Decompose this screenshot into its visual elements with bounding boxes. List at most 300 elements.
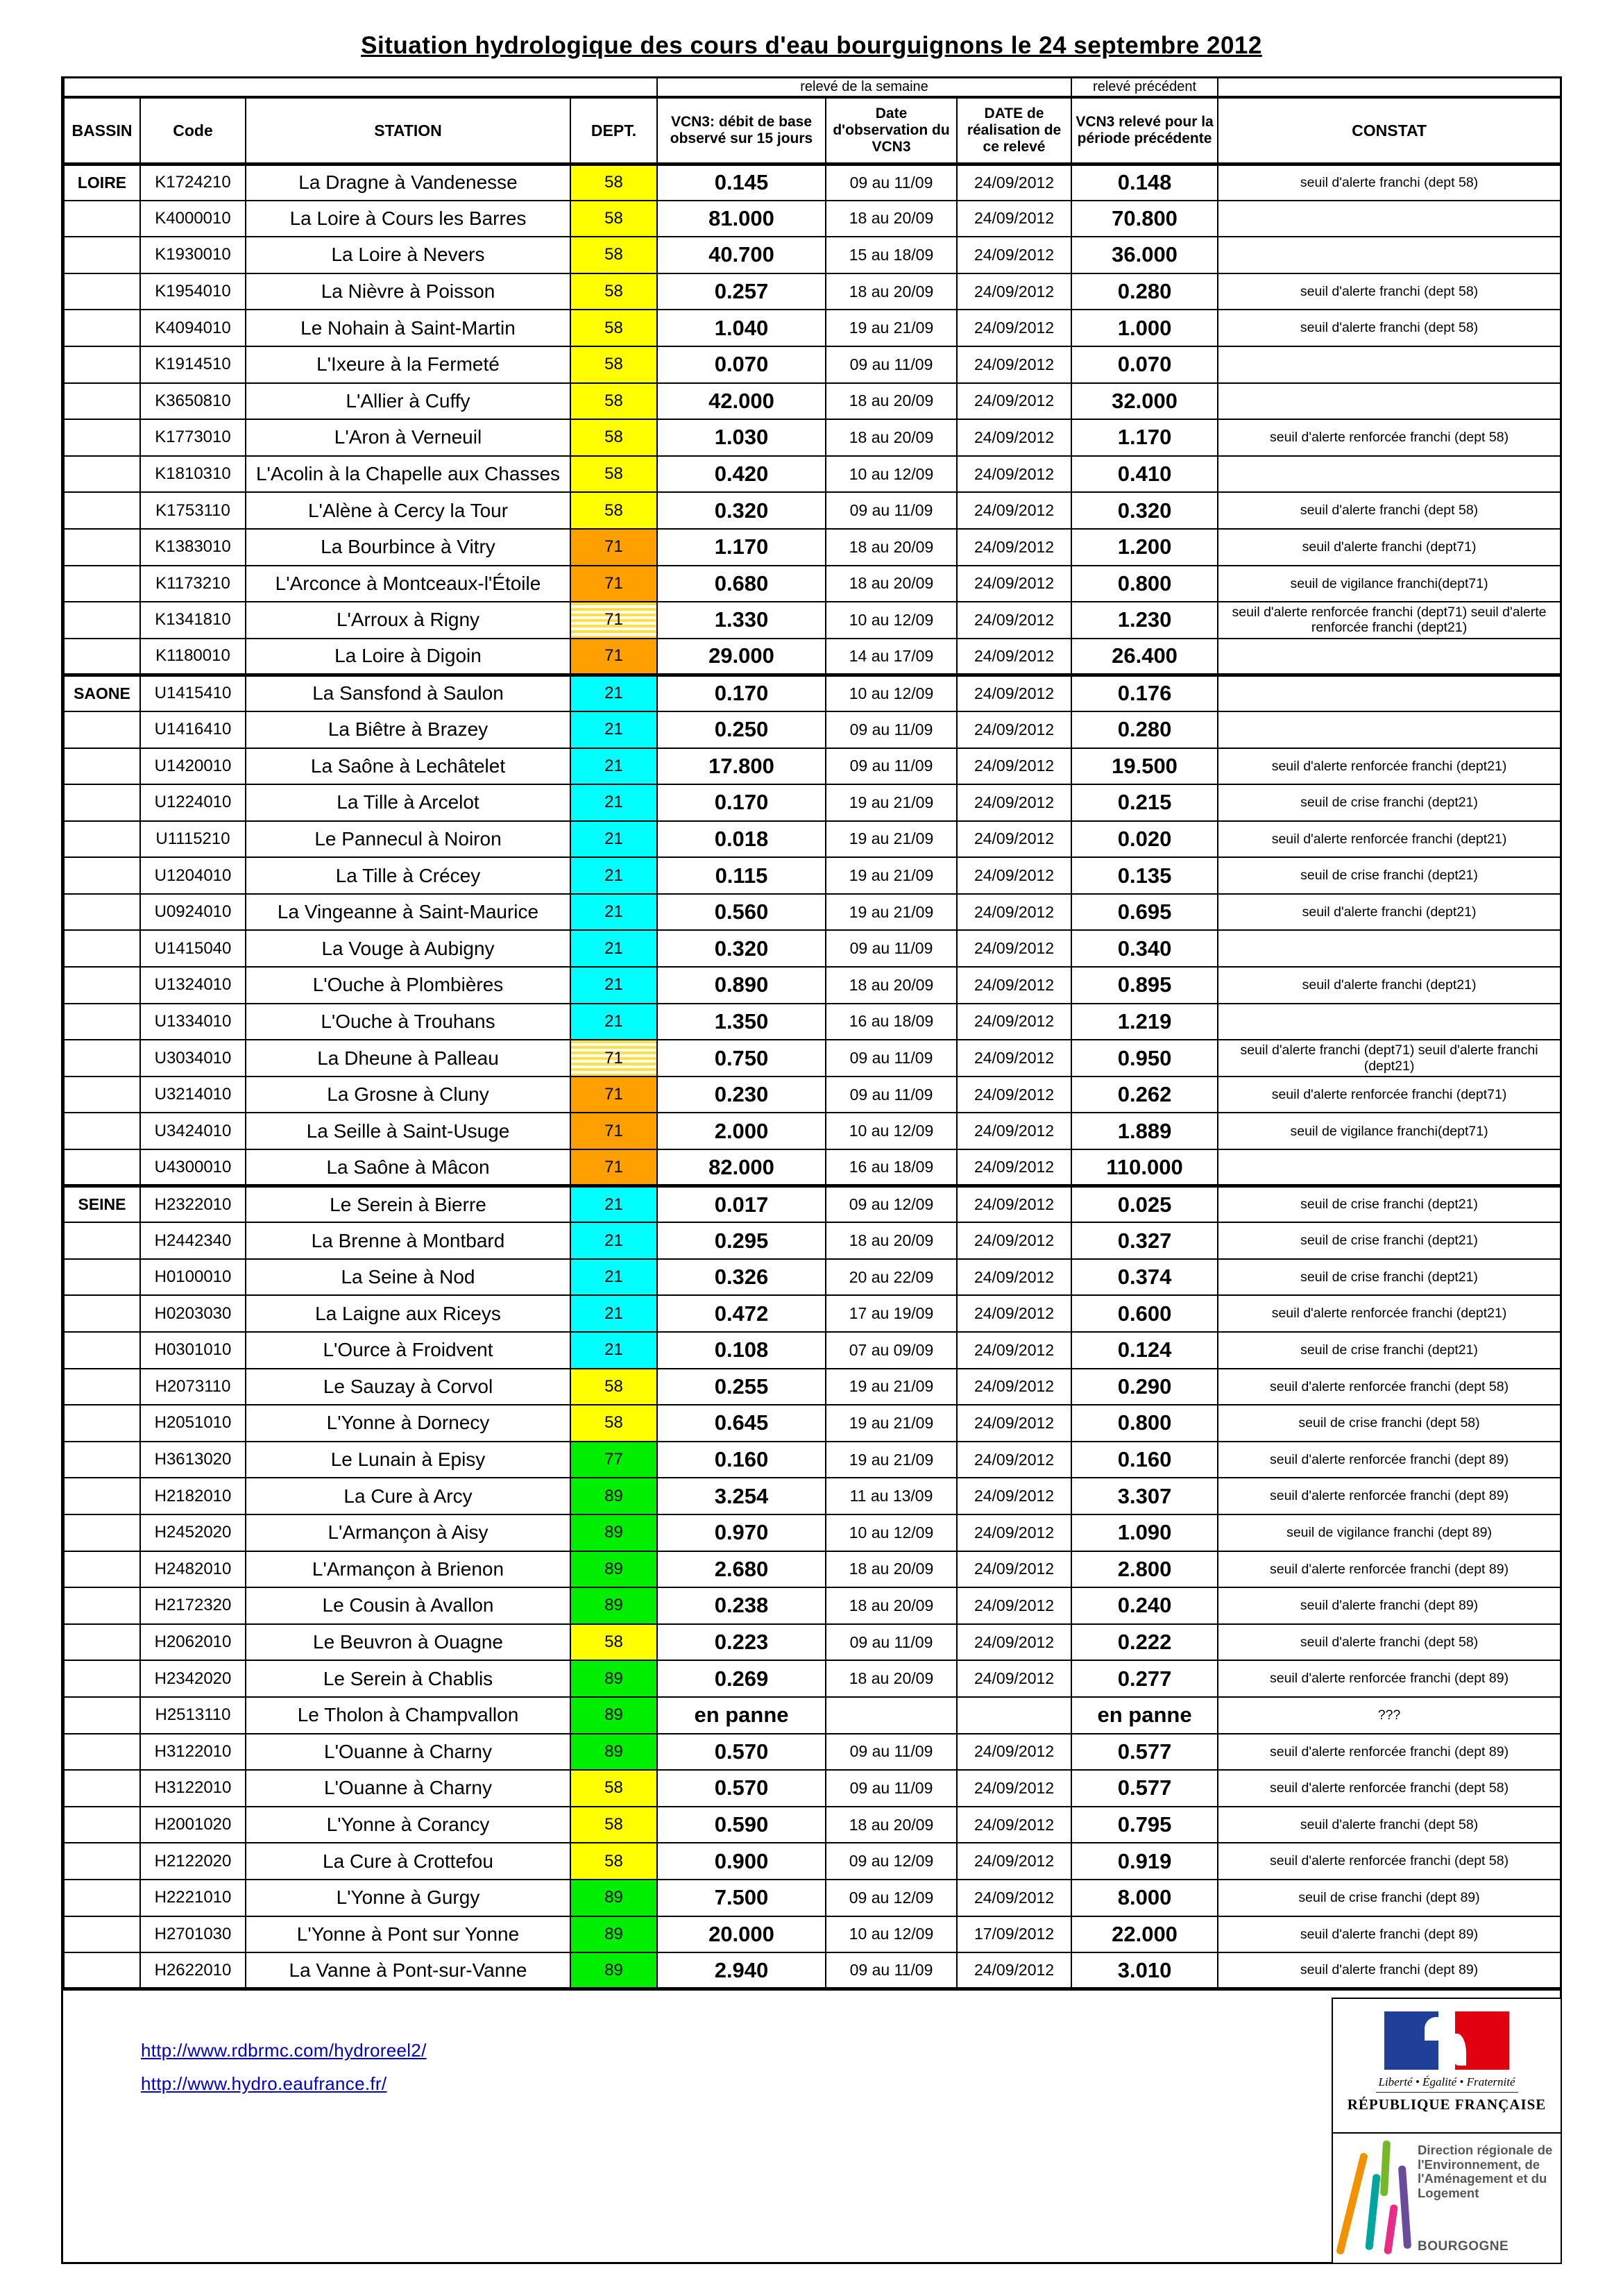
bassin-cell <box>64 1624 140 1661</box>
constat-cell: seuil d'alerte renforcée franchi (dept 89) <box>1218 1551 1561 1588</box>
code-cell: U1115210 <box>140 821 246 858</box>
vcn3-prev-cell: 0.327 <box>1071 1222 1218 1259</box>
eaufrance-link[interactable]: http://www.hydro.eaufrance.fr/ <box>141 2073 387 2094</box>
constat-cell <box>1218 383 1561 420</box>
bassin-cell <box>64 784 140 821</box>
code-cell: U1224010 <box>140 784 246 821</box>
dept-cell: 21 <box>570 1259 657 1296</box>
date-obs-cell: 19 au 21/09 <box>826 784 957 821</box>
dept-cell: 21 <box>570 1332 657 1369</box>
date-obs-cell: 16 au 18/09 <box>826 1149 957 1186</box>
dept-cell: 58 <box>570 419 657 456</box>
vcn3-cell: 0.320 <box>657 492 826 529</box>
date-obs-cell: 09 au 11/09 <box>826 164 957 201</box>
date-real-cell: 24/09/2012 <box>957 894 1071 931</box>
code-cell: U1204010 <box>140 857 246 894</box>
dreal-logo <box>1332 2134 1562 2264</box>
table-row <box>64 1697 1561 1734</box>
date-obs-cell: 18 au 20/09 <box>826 566 957 602</box>
station-cell: Le Serein à Chablis <box>246 1660 570 1697</box>
dreal-region-label: BOURGOGNE <box>1418 2239 1509 2254</box>
station-cell: L'Ouche à Plombières <box>246 967 570 1004</box>
date-real-cell: 24/09/2012 <box>957 273 1071 310</box>
date-real-cell: 24/09/2012 <box>957 492 1071 529</box>
vcn3-cell: 1.350 <box>657 1004 826 1040</box>
date-real-cell: 24/09/2012 <box>957 383 1071 420</box>
constat-cell: seuil d'alerte renforcée franchi (dept21) <box>1218 821 1561 858</box>
table-row <box>64 1770 1561 1807</box>
date-obs-cell: 09 au 11/09 <box>826 346 957 383</box>
date-obs-cell: 09 au 11/09 <box>826 711 957 748</box>
dept-cell: 58 <box>570 201 657 237</box>
constat-cell: seuil de crise franchi (dept21) <box>1218 1259 1561 1296</box>
vcn3-prev-cell: 0.124 <box>1071 1332 1218 1369</box>
vcn3-cell: 0.420 <box>657 456 826 493</box>
table-row <box>64 1551 1561 1588</box>
vcn3-prev-cell: 0.176 <box>1071 675 1218 711</box>
date-obs-cell: 18 au 20/09 <box>826 1807 957 1843</box>
dept-cell: 58 <box>570 310 657 346</box>
dept-cell: 21 <box>570 675 657 711</box>
table-row <box>64 1880 1561 1916</box>
code-cell: H2073110 <box>140 1369 246 1406</box>
bassin-cell <box>64 237 140 273</box>
vcn3-prev-cell: 0.262 <box>1071 1077 1218 1113</box>
constat-cell: seuil d'alerte franchi (dept21) <box>1218 894 1561 931</box>
code-cell: U1324010 <box>140 967 246 1004</box>
date-real-cell: 24/09/2012 <box>957 1405 1071 1442</box>
bassin-cell <box>64 1587 140 1624</box>
constat-cell: seuil de crise franchi (dept21) <box>1218 857 1561 894</box>
dept-cell: 58 <box>570 1807 657 1843</box>
date-real-cell: 24/09/2012 <box>957 1843 1071 1880</box>
code-cell: H2452020 <box>140 1514 246 1551</box>
date-real-cell: 24/09/2012 <box>957 602 1071 639</box>
station-cell: La Sansfond à Saulon <box>246 675 570 711</box>
date-real-cell: 24/09/2012 <box>957 1660 1071 1697</box>
table-row <box>64 894 1561 931</box>
vcn3-prev-cell: 26.400 <box>1071 639 1218 675</box>
dept-cell: 89 <box>570 1660 657 1697</box>
date-real-cell: 24/09/2012 <box>957 711 1071 748</box>
code-cell: K1724210 <box>140 164 246 201</box>
vcn3-prev-cell: 1.200 <box>1071 529 1218 566</box>
band-empty-right <box>1218 78 1561 97</box>
vcn3-cell: 0.160 <box>657 1442 826 1478</box>
date-obs-cell: 09 au 11/09 <box>826 1734 957 1771</box>
code-cell: H2001020 <box>140 1807 246 1843</box>
station-cell: L'Ixeure à la Fermeté <box>246 346 570 383</box>
code-cell: K1930010 <box>140 237 246 273</box>
dept-cell: 89 <box>570 1551 657 1588</box>
table-row <box>64 492 1561 529</box>
date-real-cell: 24/09/2012 <box>957 675 1071 711</box>
date-obs-cell: 19 au 21/09 <box>826 821 957 858</box>
vcn3-cell: 0.238 <box>657 1587 826 1624</box>
dept-cell: 71 <box>570 1040 657 1077</box>
col-header-date-obs: Date d'observation du VCN3 <box>826 97 957 164</box>
station-cell: L'Ouanne à Charny <box>246 1770 570 1807</box>
station-cell: L'Armançon à Aisy <box>246 1514 570 1551</box>
vcn3-prev-cell: 0.215 <box>1071 784 1218 821</box>
vcn3-prev-cell: 0.577 <box>1071 1734 1218 1771</box>
station-cell: L'Yonne à Pont sur Yonne <box>246 1916 570 1953</box>
dept-cell: 89 <box>570 1514 657 1551</box>
station-cell: La Seille à Saint-Usuge <box>246 1113 570 1149</box>
date-obs-cell: 09 au 11/09 <box>826 748 957 785</box>
code-cell: H2482010 <box>140 1551 246 1588</box>
date-real-cell: 24/09/2012 <box>957 1040 1071 1077</box>
bassin-cell <box>64 419 140 456</box>
table-row <box>64 1587 1561 1624</box>
station-cell: La Loire à Nevers <box>246 237 570 273</box>
constat-cell <box>1218 1004 1561 1040</box>
date-obs-cell: 09 au 11/09 <box>826 1040 957 1077</box>
vcn3-prev-cell: 0.070 <box>1071 346 1218 383</box>
vcn3-cell: 0.472 <box>657 1295 826 1332</box>
date-obs-cell: 18 au 20/09 <box>826 383 957 420</box>
vcn3-prev-cell: 0.895 <box>1071 967 1218 1004</box>
table-row <box>64 1149 1561 1186</box>
vcn3-cell: 0.590 <box>657 1807 826 1843</box>
date-obs-cell: 18 au 20/09 <box>826 529 957 566</box>
date-real-cell: 24/09/2012 <box>957 1113 1071 1149</box>
code-cell: H2513110 <box>140 1697 246 1734</box>
vcn3-prev-cell: 0.410 <box>1071 456 1218 493</box>
bassin-cell <box>64 273 140 310</box>
table-row <box>64 857 1561 894</box>
constat-cell: seuil d'alerte renforcée franchi (dept 58) <box>1218 1843 1561 1880</box>
hydroreel-link[interactable]: http://www.rdbrmc.com/hydroreel2/ <box>141 2040 427 2061</box>
date-obs-cell: 19 au 21/09 <box>826 894 957 931</box>
code-cell: U3214010 <box>140 1077 246 1113</box>
logos-panel <box>1332 1998 1562 2264</box>
vcn3-cell: 2.680 <box>657 1551 826 1588</box>
vcn3-cell: 0.645 <box>657 1405 826 1442</box>
station-cell: L'Aron à Verneuil <box>246 419 570 456</box>
code-cell: U1416410 <box>140 711 246 748</box>
code-cell: H2342020 <box>140 1660 246 1697</box>
table-row <box>64 784 1561 821</box>
code-cell: K4094010 <box>140 310 246 346</box>
date-obs-cell: 11 au 13/09 <box>826 1478 957 1514</box>
station-cell: L'Arconce à Montceaux-l'Étoile <box>246 566 570 602</box>
station-cell: Le Serein à Bierre <box>246 1186 570 1223</box>
vcn3-prev-cell: 1.219 <box>1071 1004 1218 1040</box>
constat-cell <box>1218 639 1561 675</box>
date-real-cell: 24/09/2012 <box>957 1186 1071 1223</box>
dept-cell: 21 <box>570 967 657 1004</box>
bassin-cell <box>64 711 140 748</box>
constat-cell <box>1218 675 1561 711</box>
vcn3-cell: 1.030 <box>657 419 826 456</box>
bassin-cell <box>64 1405 140 1442</box>
constat-cell: seuil d'alerte renforcée franchi (dept71) seuil d'alerte renforcée franchi (dept21) <box>1218 602 1561 639</box>
station-cell: Le Nohain à Saint-Martin <box>246 310 570 346</box>
date-real-cell: 24/09/2012 <box>957 1077 1071 1113</box>
date-real-cell: 24/09/2012 <box>957 1478 1071 1514</box>
date-real-cell: 24/09/2012 <box>957 821 1071 858</box>
bassin-cell <box>64 1369 140 1406</box>
dept-cell: 89 <box>570 1952 657 1989</box>
constat-cell: seuil d'alerte renforcée franchi (dept 89) <box>1218 1442 1561 1478</box>
table-row <box>64 1952 1561 1989</box>
date-real-cell: 24/09/2012 <box>957 1551 1071 1588</box>
bassin-cell <box>64 529 140 566</box>
col-header-code: Code <box>140 97 246 164</box>
vcn3-prev-cell: en panne <box>1071 1697 1218 1734</box>
dept-cell: 21 <box>570 930 657 967</box>
constat-cell: seuil d'alerte franchi (dept71) seuil d'alerte franchi (dept21) <box>1218 1040 1561 1077</box>
vcn3-cell: 1.040 <box>657 310 826 346</box>
dept-cell: 21 <box>570 857 657 894</box>
vcn3-prev-cell: 0.695 <box>1071 894 1218 931</box>
date-obs-cell: 09 au 12/09 <box>826 1880 957 1916</box>
vcn3-cell: 0.269 <box>657 1660 826 1697</box>
station-cell: L'Allier à Cuffy <box>246 383 570 420</box>
bassin-cell <box>64 930 140 967</box>
constat-cell: seuil d'alerte franchi (dept 58) <box>1218 310 1561 346</box>
station-cell: L'Arroux à Rigny <box>246 602 570 639</box>
date-real-cell: 24/09/2012 <box>957 1952 1071 1989</box>
code-cell: K1773010 <box>140 419 246 456</box>
constat-cell: seuil d'alerte renforcée franchi (dept 89) <box>1218 1660 1561 1697</box>
station-cell: La Brenne à Montbard <box>246 1222 570 1259</box>
bassin-cell <box>64 1442 140 1478</box>
station-cell: La Tille à Arcelot <box>246 784 570 821</box>
code-cell: K3650810 <box>140 383 246 420</box>
dept-cell: 71 <box>570 529 657 566</box>
bassin-cell <box>64 1295 140 1332</box>
code-cell: H2442340 <box>140 1222 246 1259</box>
station-cell: L'Yonne à Gurgy <box>246 1880 570 1916</box>
bassin-cell <box>64 1149 140 1186</box>
hydro-table <box>63 78 1561 1991</box>
date-real-cell: 24/09/2012 <box>957 237 1071 273</box>
date-obs-cell: 19 au 21/09 <box>826 1442 957 1478</box>
vcn3-cell: 82.000 <box>657 1149 826 1186</box>
constat-cell: seuil d'alerte franchi (dept 58) <box>1218 1624 1561 1661</box>
constat-cell <box>1218 456 1561 493</box>
bassin-cell <box>64 566 140 602</box>
vcn3-prev-cell: 70.800 <box>1071 201 1218 237</box>
bassin-cell <box>64 1514 140 1551</box>
station-cell: La Nièvre à Poisson <box>246 273 570 310</box>
marianne-flag-icon <box>1384 2011 1509 2070</box>
constat-cell <box>1218 201 1561 237</box>
date-obs-cell: 18 au 20/09 <box>826 273 957 310</box>
table-row <box>64 456 1561 493</box>
dreal-sticks-icon <box>1339 2139 1415 2257</box>
vcn3-prev-cell: 0.800 <box>1071 566 1218 602</box>
bassin-cell <box>64 821 140 858</box>
code-cell: H3613020 <box>140 1442 246 1478</box>
constat-cell: seuil d'alerte renforcée franchi (dept 89) <box>1218 1734 1561 1771</box>
table-row <box>64 1004 1561 1040</box>
dept-cell: 58 <box>570 273 657 310</box>
date-real-cell: 24/09/2012 <box>957 1369 1071 1406</box>
code-cell: K1383010 <box>140 529 246 566</box>
table-row <box>64 273 1561 310</box>
constat-cell: seuil d'alerte renforcée franchi (dept 89) <box>1218 1478 1561 1514</box>
vcn3-cell: 0.108 <box>657 1332 826 1369</box>
vcn3-prev-cell: 0.374 <box>1071 1259 1218 1296</box>
date-real-cell: 24/09/2012 <box>957 1807 1071 1843</box>
vcn3-cell: 0.255 <box>657 1369 826 1406</box>
date-real-cell: 24/09/2012 <box>957 1880 1071 1916</box>
constat-cell: seuil d'alerte renforcée franchi (dept 58) <box>1218 1369 1561 1406</box>
station-cell: La Dheune à Palleau <box>246 1040 570 1077</box>
vcn3-prev-cell: 2.800 <box>1071 1551 1218 1588</box>
date-obs-cell: 18 au 20/09 <box>826 1551 957 1588</box>
station-cell: Le Lunain à Episy <box>246 1442 570 1478</box>
constat-cell: seuil d'alerte franchi (dept 89) <box>1218 1952 1561 1989</box>
bassin-cell <box>64 310 140 346</box>
vcn3-prev-cell: 0.135 <box>1071 857 1218 894</box>
vcn3-cell: 0.145 <box>657 164 826 201</box>
constat-cell <box>1218 1149 1561 1186</box>
code-cell: U0924010 <box>140 894 246 931</box>
bassin-cell <box>64 1952 140 1989</box>
constat-cell: seuil de crise franchi (dept21) <box>1218 1332 1561 1369</box>
table-row <box>64 1916 1561 1953</box>
vcn3-cell: 0.970 <box>657 1514 826 1551</box>
dept-cell: 21 <box>570 1222 657 1259</box>
dept-cell: 71 <box>570 639 657 675</box>
table-row <box>64 1186 1561 1223</box>
code-cell: H2182010 <box>140 1478 246 1514</box>
bassin-cell <box>64 1697 140 1734</box>
code-cell: K1753110 <box>140 492 246 529</box>
band-header-row <box>64 78 1561 97</box>
vcn3-cell: 0.250 <box>657 711 826 748</box>
code-cell: U1420010 <box>140 748 246 785</box>
table-row <box>64 1734 1561 1771</box>
bassin-cell: LOIRE <box>64 164 140 201</box>
vcn3-cell: 1.170 <box>657 529 826 566</box>
table-row <box>64 346 1561 383</box>
table-row <box>64 967 1561 1004</box>
footer-links <box>141 2040 427 2107</box>
code-cell: H0203030 <box>140 1295 246 1332</box>
date-real-cell: 24/09/2012 <box>957 566 1071 602</box>
col-header-dept: DEPT. <box>570 97 657 164</box>
dept-cell: 71 <box>570 602 657 639</box>
station-cell: La Tille à Crécey <box>246 857 570 894</box>
vcn3-cell: 0.900 <box>657 1843 826 1880</box>
constat-cell <box>1218 346 1561 383</box>
liberte-egalite-fraternite-label: Liberté • Égalité • Fraternité <box>1376 2075 1518 2093</box>
date-obs-cell: 10 au 12/09 <box>826 1916 957 1953</box>
station-cell: L'Ouanne à Charny <box>246 1734 570 1771</box>
code-cell: U3034010 <box>140 1040 246 1077</box>
band-empty-left <box>64 78 657 97</box>
bassin-cell <box>64 894 140 931</box>
station-cell: Le Tholon à Champvallon <box>246 1697 570 1734</box>
page-title: Situation hydrologique des cours d'eau bourguignons le 24 septembre 2012 <box>361 32 1262 59</box>
vcn3-cell: 0.115 <box>657 857 826 894</box>
station-cell: La Cure à Arcy <box>246 1478 570 1514</box>
dept-cell: 58 <box>570 492 657 529</box>
date-real-cell: 24/09/2012 <box>957 967 1071 1004</box>
date-obs-cell: 18 au 20/09 <box>826 201 957 237</box>
table-row <box>64 1222 1561 1259</box>
date-real-cell: 24/09/2012 <box>957 310 1071 346</box>
table-row <box>64 1624 1561 1661</box>
vcn3-prev-cell: 0.919 <box>1071 1843 1218 1880</box>
date-obs-cell: 19 au 21/09 <box>826 310 957 346</box>
date-obs-cell: 10 au 12/09 <box>826 602 957 639</box>
table-row <box>64 821 1561 858</box>
station-cell: L'Alène à Cercy la Tour <box>246 492 570 529</box>
date-real-cell: 24/09/2012 <box>957 346 1071 383</box>
vcn3-prev-cell: 0.240 <box>1071 1587 1218 1624</box>
bassin-cell: SAONE <box>64 675 140 711</box>
date-obs-cell: 18 au 20/09 <box>826 967 957 1004</box>
table-row <box>64 1259 1561 1296</box>
vcn3-prev-cell: 0.320 <box>1071 492 1218 529</box>
vcn3-prev-cell: 0.795 <box>1071 1807 1218 1843</box>
vcn3-cell: 42.000 <box>657 383 826 420</box>
table-row <box>64 310 1561 346</box>
table-row <box>64 1332 1561 1369</box>
date-real-cell: 24/09/2012 <box>957 1295 1071 1332</box>
table-body <box>64 164 1561 1989</box>
constat-cell: seuil d'alerte franchi (dept 89) <box>1218 1916 1561 1953</box>
vcn3-prev-cell: 0.277 <box>1071 1660 1218 1697</box>
dreal-name-label: Direction régionale de l'Environnement, de l'Aménagement et du Logement <box>1418 2143 1553 2201</box>
date-real-cell: 24/09/2012 <box>957 1587 1071 1624</box>
constat-cell: seuil de vigilance franchi (dept 89) <box>1218 1514 1561 1551</box>
vcn3-cell: 7.500 <box>657 1880 826 1916</box>
bassin-cell <box>64 1332 140 1369</box>
date-real-cell: 24/09/2012 <box>957 1004 1071 1040</box>
table-row <box>64 529 1561 566</box>
vcn3-prev-cell: 0.222 <box>1071 1624 1218 1661</box>
constat-cell <box>1218 711 1561 748</box>
date-obs-cell <box>826 1697 957 1734</box>
vcn3-cell: 0.570 <box>657 1734 826 1771</box>
bassin-cell <box>64 1040 140 1077</box>
bassin-cell <box>64 1660 140 1697</box>
vcn3-cell: 20.000 <box>657 1916 826 1953</box>
column-header-row <box>64 97 1561 164</box>
table-row <box>64 1077 1561 1113</box>
table-row <box>64 1113 1561 1149</box>
table-row <box>64 711 1561 748</box>
dept-cell: 21 <box>570 821 657 858</box>
table-row <box>64 930 1561 967</box>
bassin-cell <box>64 492 140 529</box>
table-row <box>64 1807 1561 1843</box>
vcn3-cell: 1.330 <box>657 602 826 639</box>
station-cell: L'Yonne à Corancy <box>246 1807 570 1843</box>
date-real-cell: 24/09/2012 <box>957 1624 1071 1661</box>
station-cell: L'Armançon à Brienon <box>246 1551 570 1588</box>
code-cell: H2701030 <box>140 1916 246 1953</box>
dept-cell: 58 <box>570 1405 657 1442</box>
date-real-cell: 24/09/2012 <box>957 1734 1071 1771</box>
code-cell: K1954010 <box>140 273 246 310</box>
date-obs-cell: 09 au 11/09 <box>826 930 957 967</box>
date-obs-cell: 18 au 20/09 <box>826 1587 957 1624</box>
col-header-date-real: DATE de réalisation de ce relevé <box>957 97 1071 164</box>
date-obs-cell: 09 au 12/09 <box>826 1186 957 1223</box>
dept-cell: 58 <box>570 1770 657 1807</box>
table-row <box>64 1660 1561 1697</box>
code-cell: U1334010 <box>140 1004 246 1040</box>
vcn3-cell: en panne <box>657 1697 826 1734</box>
